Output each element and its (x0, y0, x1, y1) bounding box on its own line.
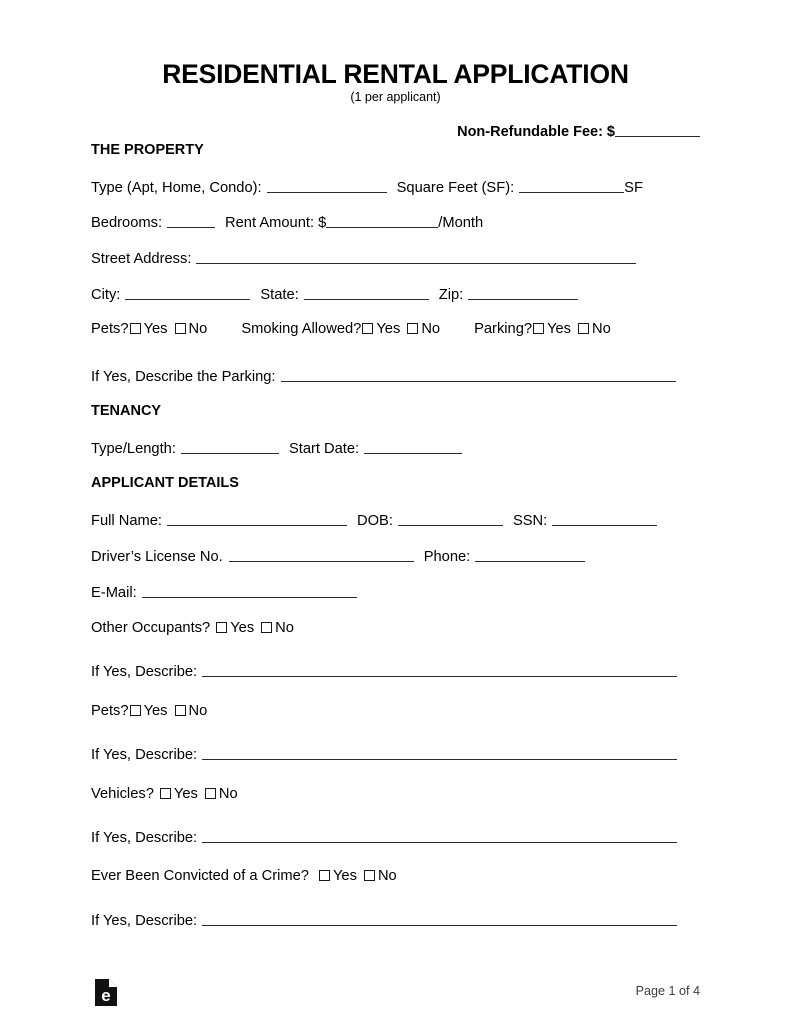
applicant-pets-yes-label: Yes (143, 703, 168, 719)
rent-amount-field[interactable] (326, 213, 438, 228)
parking-no-checkbox[interactable] (578, 323, 589, 334)
vehicles-yes-label: Yes (173, 786, 198, 802)
non-refundable-fee-row (0, 122, 700, 140)
eforms-document-logo-icon (95, 979, 117, 1006)
ssn-field[interactable] (552, 511, 657, 526)
city-label: City: (91, 286, 121, 303)
ssn-label: SSN: (512, 512, 548, 529)
drivers-license-field[interactable] (229, 547, 414, 562)
row-fullname-dob-ssn (91, 511, 657, 530)
row-parking-describe (91, 367, 676, 386)
property-type-label: Type (Apt, Home, Condo): (91, 179, 262, 196)
parking-describe-field[interactable] (281, 367, 676, 382)
row-convicted (91, 868, 397, 885)
full-name-label: Full Name: (91, 512, 163, 529)
smoking-allowed-label: Smoking Allowed? (241, 321, 362, 337)
row-type-square-feet (91, 178, 643, 197)
other-occupants-yes-checkbox[interactable] (216, 622, 227, 633)
row-pets-smoking-parking (91, 321, 611, 338)
section-heading-property: THE PROPERTY (91, 142, 204, 158)
row-vehicles (91, 786, 238, 803)
page-subtitle: (1 per applicant) (350, 90, 441, 104)
phone-field[interactable] (475, 547, 585, 562)
dob-label: DOB: (357, 512, 393, 529)
pets-describe-field[interactable] (202, 745, 677, 760)
row-tenancy-type-start (91, 439, 462, 458)
parking-yes-checkbox[interactable] (533, 323, 544, 334)
pets-describe-label: If Yes, Describe: (91, 746, 198, 763)
row-other-occupants (91, 620, 294, 637)
parking-yes-label: Yes (547, 321, 572, 337)
tenancy-type-length-label: Type/Length: (91, 440, 176, 457)
other-occupants-yes-label: Yes (230, 620, 255, 636)
zip-label: Zip: (438, 286, 464, 303)
tenancy-start-date-field[interactable] (364, 439, 462, 454)
row-applicant-pets (91, 703, 207, 720)
full-name-field[interactable] (167, 511, 347, 526)
street-address-field[interactable] (196, 249, 636, 264)
convicted-describe-label: If Yes, Describe: (91, 912, 198, 929)
applicant-pets-label: Pets? (91, 703, 129, 719)
other-occupants-no-checkbox[interactable] (261, 622, 272, 633)
row-convicted-describe (91, 911, 677, 930)
property-pets-no-label: No (188, 321, 208, 337)
phone-label: Phone: (423, 548, 471, 565)
smoking-no-label: No (421, 321, 441, 337)
applicant-pets-no-label: No (188, 703, 208, 719)
square-feet-suffix: SF (624, 179, 643, 196)
email-field[interactable] (142, 583, 357, 598)
page-title: RESIDENTIAL RENTAL APPLICATION (162, 59, 629, 89)
square-feet-field[interactable] (519, 178, 624, 193)
vehicles-yes-checkbox[interactable] (160, 788, 171, 799)
non-refundable-fee-label: Non-Refundable Fee: $ (457, 123, 615, 140)
zip-field[interactable] (468, 285, 578, 300)
tenancy-type-length-field[interactable] (181, 439, 279, 454)
row-occupants-describe (91, 662, 677, 681)
smoking-yes-checkbox[interactable] (362, 323, 373, 334)
svg-text:e: e (101, 986, 111, 1005)
row-email (91, 583, 357, 602)
vehicles-label: Vehicles? (91, 786, 154, 802)
row-city-state-zip (91, 285, 578, 304)
parking-describe-label: If Yes, Describe the Parking: (91, 368, 276, 385)
rent-amount-suffix: /Month (438, 214, 484, 231)
non-refundable-fee-field[interactable] (615, 122, 700, 137)
property-pets-no-checkbox[interactable] (175, 323, 186, 334)
row-street-address (91, 249, 636, 268)
property-pets-yes-label: Yes (143, 321, 168, 337)
property-pets-yes-checkbox[interactable] (130, 323, 141, 334)
smoking-no-checkbox[interactable] (407, 323, 418, 334)
convicted-no-label: No (377, 868, 397, 884)
property-type-field[interactable] (267, 178, 387, 193)
row-pets-describe (91, 745, 677, 764)
vehicles-describe-field[interactable] (202, 828, 677, 843)
convicted-yes-label: Yes (332, 868, 357, 884)
convicted-label: Ever Been Convicted of a Crime? (91, 868, 309, 884)
occupants-describe-field[interactable] (202, 662, 677, 677)
city-field[interactable] (125, 285, 250, 300)
bedrooms-field[interactable] (167, 213, 215, 228)
street-address-label: Street Address: (91, 250, 192, 267)
state-field[interactable] (304, 285, 429, 300)
smoking-yes-label: Yes (376, 321, 401, 337)
row-license-phone (91, 547, 585, 566)
parking-label: Parking? (474, 321, 533, 337)
row-bedrooms-rent (91, 213, 483, 232)
square-feet-label: Square Feet (SF): (396, 179, 515, 196)
convicted-no-checkbox[interactable] (364, 870, 375, 881)
drivers-license-label: Driver’s License No. (91, 548, 223, 565)
state-label: State: (260, 286, 299, 303)
parking-no-label: No (592, 321, 611, 337)
vehicles-no-label: No (218, 786, 238, 802)
rent-amount-label: Rent Amount: $ (225, 214, 327, 231)
other-occupants-label: Other Occupants? (91, 620, 211, 636)
dob-field[interactable] (398, 511, 503, 526)
vehicles-no-checkbox[interactable] (205, 788, 216, 799)
vehicles-describe-label: If Yes, Describe: (91, 829, 198, 846)
convicted-yes-checkbox[interactable] (319, 870, 330, 881)
occupants-describe-label: If Yes, Describe: (91, 663, 198, 680)
tenancy-start-date-label: Start Date: (288, 440, 360, 457)
applicant-pets-yes-checkbox[interactable] (130, 705, 141, 716)
section-heading-applicant: APPLICANT DETAILS (91, 475, 239, 491)
section-heading-tenancy: TENANCY (91, 403, 162, 419)
row-vehicles-describe (91, 828, 677, 847)
bedrooms-label: Bedrooms: (91, 214, 163, 231)
page-number: Page 1 of 4 (635, 984, 700, 998)
other-occupants-no-label: No (275, 620, 294, 636)
applicant-pets-no-checkbox[interactable] (175, 705, 186, 716)
email-label: E-Mail: (91, 584, 137, 601)
convicted-describe-field[interactable] (202, 911, 677, 926)
property-pets-label: Pets? (91, 321, 129, 337)
